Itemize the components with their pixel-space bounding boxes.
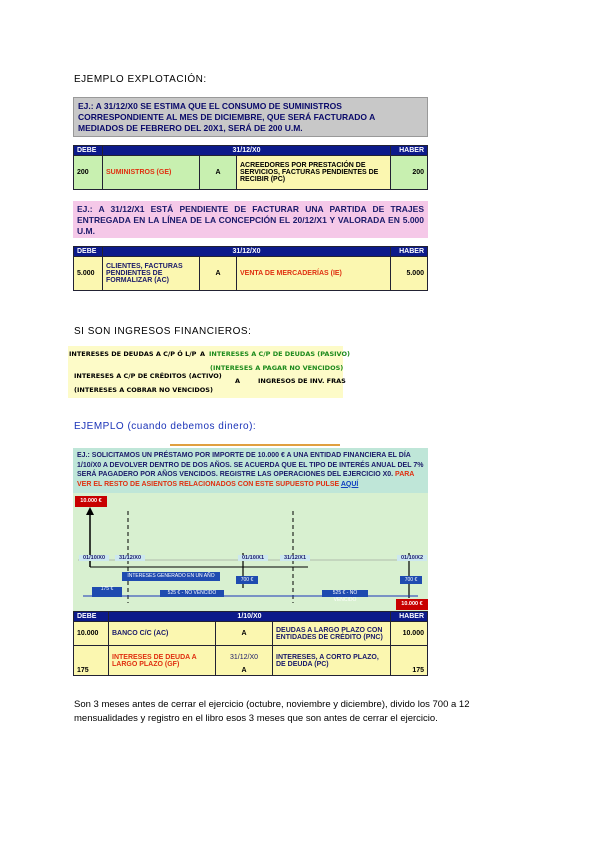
heading-ingresos-financieros: SI SON INGRESOS FINANCIEROS: (74, 326, 252, 337)
amount-left: 5.000 (74, 257, 103, 291)
fin-left-1: INTERESES DE DEUDAS A C/P Ó L/P (69, 350, 197, 358)
amount-left: 200 (74, 156, 103, 190)
account-credit: ACREEDORES POR PRESTACIÓN DE SERVICIOS, FACTURAS PENDIENTES DE RECIBIR (PC) (237, 156, 391, 190)
account-debit: BANCO C/C (AC) (109, 622, 216, 646)
a-connector: A (216, 622, 273, 646)
interest-525-2: 525 € - NO VENCIDO (322, 590, 368, 597)
amount-left: 175 (74, 646, 109, 676)
col-debe: DEBE (74, 247, 103, 257)
account-credit: DEUDAS A LARGO PLAZO CON ENTIDADES DE CRÉDITO (PNC) (273, 622, 391, 646)
col-haber: HABER (391, 612, 428, 622)
repayment-badge: 10.000 € (396, 599, 428, 610)
interest-generated-bar: INTERESES GENERADO EN UN AÑO (122, 572, 220, 581)
interest-525-1: 525 € - NO VENCIDO (160, 590, 224, 597)
timeline-diagram (73, 493, 428, 611)
example1-table (73, 145, 428, 190)
fin-right-1b: (INTERESES A PAGAR NO VENCIDOS) (210, 364, 344, 372)
sub-date: 31/12/X0 (229, 654, 259, 661)
amount-right: 5.000 (391, 257, 428, 291)
fin-a-2: A (235, 377, 241, 385)
date-01-10-x1: 01/10/X1 (238, 555, 268, 561)
example3-text-red: PARA VER EL RESTO DE ASIENTOS RELACIONADOS CON ESTE SUPUESTO PULSE (77, 471, 415, 488)
col-haber: HABER (391, 146, 428, 156)
date-31-12-x0: 31/12/X0 (115, 555, 145, 561)
date-01-10-x2: 01/10/X2 (397, 555, 427, 561)
heading-ejemplo-deuda: EJEMPLO (cuando debemos dinero): (74, 421, 257, 432)
col-date: 31/12/X0 (103, 247, 391, 257)
fin-right-1: INTERESES A C/P DE DEUDAS (PASIVO) (209, 350, 350, 358)
date-01-10-x0: 01/10/X0 (79, 555, 109, 561)
col-debe: DEBE (74, 146, 103, 156)
amount-right: 10.000 (391, 622, 428, 646)
fin-left-2b: (INTERESES A COBRAR NO VENCIDOS) (74, 386, 213, 394)
a-connector: A (200, 257, 237, 291)
explanation-paragraph: Son 3 meses antes de cerrar el ejercicio (octubre, noviembre y diciembre), divido los 700 a 12 mensualidades y registro en el libro esos 3 meses que son antes de cerrar el ejercicio. (74, 699, 470, 724)
account-credit: INTERESES, A CORTO PLAZO, DE DEUDA (PC) (273, 646, 391, 676)
date-31-12-x1: 31/12/X1 (280, 555, 310, 561)
example2-statement: EJ.: A 31/12/X1 ESTÁ PENDIENTE DE FACTURAR UNA PARTIDA DE TRAJES ENTREGADA EN LA LÍNEA DE LA CONCEPCIÓN EL 20/12/X1 Y VALORADA EN 5.000 U.M. (73, 201, 428, 238)
fin-left-2: INTERESES A C/P DE CRÉDITOS (ACTIVO) (74, 372, 222, 380)
example2-table (73, 246, 428, 291)
a-connector (216, 646, 273, 676)
interest-175: 175 € (92, 587, 122, 597)
interest-700-2: 700 € (400, 576, 422, 584)
account-debit: INTERESES DE DEUDA A LARGO PLAZO (GF) (109, 646, 216, 676)
heading-explotacion: EJEMPLO EXPLOTACIÓN: (74, 74, 207, 85)
example1-statement: EJ.: A 31/12/X0 SE ESTIMA QUE EL CONSUMO DE SUMINISTROS CORRESPONDIENTE AL MES DE DICIEMBRE, QUE SERÁ FACTURADO A MEDIADOS DE FEBRERO DEL 20X1, SERÁ DE 200 U.M. (73, 97, 428, 137)
fin-a-1: A (200, 350, 206, 358)
col-debe: DEBE (74, 612, 109, 622)
example3-table (73, 611, 428, 676)
col-date: 31/12/X0 (103, 146, 391, 156)
col-haber: HABER (391, 247, 428, 257)
fin-right-2: INGRESOS DE INV. FRAS (258, 377, 346, 385)
example3-statement (73, 448, 428, 493)
account-debit: SUMINISTROS (GE) (103, 156, 200, 190)
example3-text: EJ.: SOLICITAMOS UN PRÉSTAMO POR IMPORTE DE 10.000 € A UNA ENTIDAD FINANCIERA EL DÍA 1/10/X0 A DEVOLVER DENTRO DE DOS AÑOS. SE ACUERDA QUE EL TIPO DE INTERÉS ANUAL DEL 7% SERÁ PAGADERO POR AÑOS VENCIDOS. REGISTRE LAS OPERACIONES DEL EJERCICIO X0. (77, 452, 424, 478)
account-credit: VENTA DE MERCADERÍAS (IE) (237, 257, 391, 291)
interest-700-1: 700 € (236, 576, 258, 584)
top-accent-line (170, 444, 340, 446)
amount-left: 10.000 (74, 622, 109, 646)
amount-right: 200 (391, 156, 428, 190)
amount-right: 175 (391, 646, 428, 676)
col-date: 1/10/X0 (109, 612, 391, 622)
principal-badge: 10.000 € (75, 496, 107, 507)
a-label: A (241, 667, 247, 674)
a-connector: A (200, 156, 237, 190)
aqui-link[interactable]: AQUÍ (340, 480, 359, 488)
account-debit: CLIENTES, FACTURAS PENDIENTES DE FORMALIZAR (AC) (103, 257, 200, 291)
